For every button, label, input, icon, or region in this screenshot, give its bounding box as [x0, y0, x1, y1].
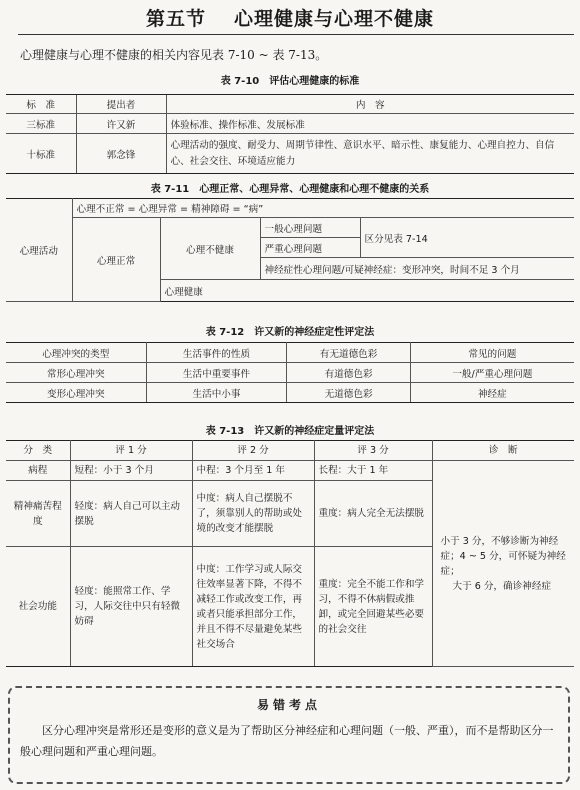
table-7-12-caption: 表 7-12 许又新的神经症定性评定法	[205, 327, 375, 338]
table-7-12	[6, 342, 574, 403]
header-cell: 诊 断	[432, 441, 574, 461]
table-cell: 中度：病人自己摆脱不了，须靠别人的帮助或处境的改变才能摆脱	[192, 481, 314, 547]
table-cell: 轻度：病人自己可以主动摆脱	[70, 481, 192, 547]
table-row	[6, 134, 574, 174]
formula-cell: 心理不正常 = 心理异常 = 精神障碍 = “病”	[72, 199, 574, 218]
table-cell: 轻度：能照常工作、学习，人际交往中只有轻微妨碍	[70, 547, 192, 667]
section-heading	[0, 4, 580, 31]
exam-tip-title: 易错考点	[256, 698, 321, 712]
table-cell: 体验标准、操作标准、发展标准	[166, 114, 574, 134]
table-cell: 重度：完全不能工作和学习，不得不休病假或推卸，或完全回避某些必要的社会交往	[314, 547, 432, 667]
table-cell: 无道德色彩	[287, 383, 410, 403]
table-cell: 长程：大于 1 年	[314, 461, 432, 481]
header-cell: 常见的问题	[410, 343, 574, 363]
diagnosis-line: 小于 3 分，不够诊断为神经症；4 ~ 5 分，可怀疑为神经症；	[440, 535, 566, 577]
table-header-row	[6, 441, 574, 461]
table-7-13-caption: 表 7-13 许又新的神经症定量评定法	[205, 426, 375, 437]
diagnosis-cell	[432, 461, 574, 667]
table-7-13	[6, 440, 574, 667]
table-cell: 中程：3 个月至 1 年	[192, 461, 314, 481]
table-row	[6, 363, 574, 383]
table-cell: 生活中小事	[146, 383, 287, 403]
table-cell: 十标准	[6, 134, 76, 174]
exam-tip-box	[8, 686, 570, 784]
normal-cell: 心理正常	[72, 218, 160, 302]
table-row	[6, 114, 574, 134]
activity-cell: 心理活动	[6, 199, 72, 302]
table-cell: 有道德色彩	[287, 363, 410, 383]
exam-tip-text: 区分心理冲突是常形还是变形的意义是为了帮助区分神经症和心理问题（一般、严重），而不是帮助区分一般心理问题和严重心理问题。	[20, 724, 554, 758]
neurosis-cell: 神经症性心理问题/可疑神经症：变形冲突，时间不足 3 个月	[260, 258, 574, 280]
table-cell: 精神痛苦程度	[6, 481, 70, 547]
header-cell: 提出者	[76, 95, 166, 114]
table-7-10-caption: 表 7-10 评估心理健康的标准	[220, 76, 360, 87]
healthy-cell: 心理健康	[160, 280, 574, 302]
table-7-11-caption: 表 7-11 心理正常、心理异常、心理健康和心理不健康的关系	[150, 184, 430, 195]
table-7-11	[6, 198, 574, 302]
general-problem-cell: 一般心理问题	[260, 218, 360, 238]
serious-problem-cell: 严重心理问题	[260, 238, 360, 258]
table-cell: 神经症	[410, 383, 574, 403]
table-cell: 生活中重要事件	[146, 363, 287, 383]
header-cell: 内 容	[166, 95, 574, 114]
table-cell: 一般/严重心理问题	[410, 363, 574, 383]
table-header-row	[6, 95, 574, 114]
table-cell: 病程	[6, 461, 70, 481]
header-cell: 生活事件的性质	[146, 343, 287, 363]
header-cell: 分 类	[6, 441, 70, 461]
table-cell: 社会功能	[6, 547, 70, 667]
header-cell: 有无道德色彩	[287, 343, 410, 363]
table-header-row	[6, 343, 574, 363]
intro-text: 心理健康与心理不健康的相关内容见表 7-10 ~ 表 7-13。	[20, 48, 328, 62]
table-cell: 重度：病人完全无法摆脱	[314, 481, 432, 547]
table-row	[6, 461, 574, 481]
table-cell: 许又新	[76, 114, 166, 134]
table-cell: 郭念锋	[76, 134, 166, 174]
header-cell: 评 1 分	[70, 441, 192, 461]
header-cell: 心理冲突的类型	[6, 343, 146, 363]
table-row	[6, 383, 574, 403]
title-underline	[18, 34, 574, 35]
table-cell: 心理活动的强度、耐受力、周期节律性、意识水平、暗示性、康复能力、心理自控力、自信心、社会交往、环境适应能力	[166, 134, 574, 174]
table-cell: 三标准	[6, 114, 76, 134]
header-cell: 评 3 分	[314, 441, 432, 461]
header-cell: 评 2 分	[192, 441, 314, 461]
table-cell: 变形心理冲突	[6, 383, 146, 403]
table-7-10	[6, 94, 574, 174]
see-table-cell: 区分见表 7-14	[360, 218, 574, 258]
unhealthy-cell: 心理不健康	[160, 218, 260, 280]
diagnosis-line: 大于 6 分，确诊神经症	[452, 580, 552, 592]
table-cell: 短程：小于 3 个月	[70, 461, 192, 481]
table-cell: 常形心理冲突	[6, 363, 146, 383]
section-title: 心理健康与心理不健康	[234, 8, 435, 30]
table-cell: 中度：工作学习或人际交往效率显著下降，不得不减轻工作或改变工作，再或者只能承担部分工作，并且不得不尽量避免某些社交场合	[192, 547, 314, 667]
header-cell: 标 准	[6, 95, 76, 114]
section-number: 第五节	[145, 8, 206, 30]
